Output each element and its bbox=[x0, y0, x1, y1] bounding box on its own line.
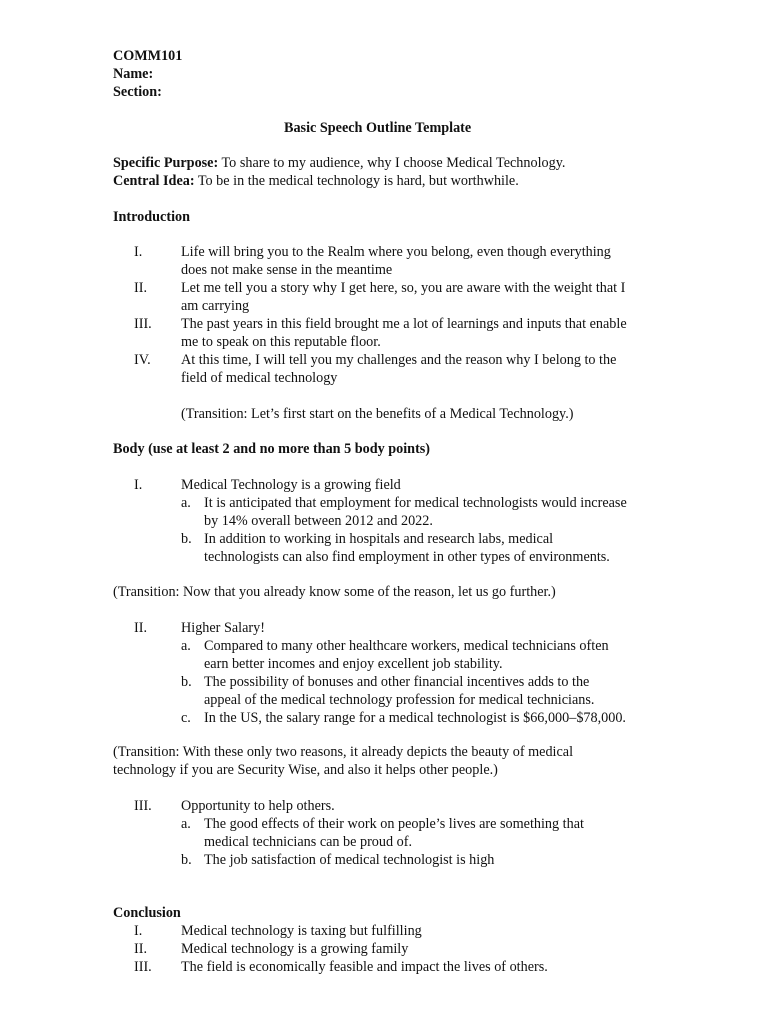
sub-point-line: The possibility of bonuses and other financial incentives adds to the bbox=[204, 674, 590, 690]
conclusion-item-text: Medical technology is a growing family bbox=[181, 941, 409, 957]
intro-item-line: does not make sense in the meantime bbox=[181, 262, 393, 278]
body-point-title: Medical Technology is a growing field bbox=[181, 477, 401, 493]
specific-purpose-label: Specific Purpose: bbox=[113, 155, 219, 171]
intro-item-line: am carrying bbox=[181, 298, 250, 314]
sub-point-line: medical technicians can be proud of. bbox=[204, 834, 412, 850]
body-heading: Body (use at least 2 and no more than 5 body points) bbox=[113, 441, 431, 457]
central-idea-text: To be in the medical technology is hard, but worthwhile. bbox=[194, 173, 519, 189]
intro-item-line: At this time, I will tell you my challenges and the reason why I belong to the bbox=[181, 352, 617, 368]
sub-point-line: In the US, the salary range for a medical technologist is $66,000–$78,000. bbox=[204, 710, 626, 726]
body-point-title: Higher Salary! bbox=[181, 620, 265, 636]
intro-item-number: I. bbox=[134, 244, 143, 260]
intro-item-line: me to speak on this reputable floor. bbox=[181, 334, 381, 350]
conclusion-item-number: I. bbox=[134, 923, 143, 939]
introduction-heading: Introduction bbox=[113, 209, 190, 225]
intro-item-number: II. bbox=[134, 280, 147, 296]
body-point-number: III. bbox=[134, 798, 152, 814]
specific-purpose bbox=[113, 154, 565, 172]
intro-item-line: Life will bring you to the Realm where you belong, even though everything bbox=[181, 244, 611, 260]
central-idea-label: Central Idea: bbox=[113, 173, 195, 189]
body-point-number: I. bbox=[134, 477, 143, 493]
sub-point-letter: a. bbox=[181, 816, 191, 832]
conclusion-item-number: II. bbox=[134, 941, 147, 957]
body-transition: technology if you are Security Wise, and also it helps other people.) bbox=[113, 762, 498, 778]
intro-item-line: Let me tell you a story why I get here, so, you are aware with the weight that I bbox=[181, 280, 626, 296]
intro-item-line: The past years in this field brought me a lot of learnings and inputs that enable bbox=[181, 316, 627, 332]
central-idea bbox=[113, 172, 519, 190]
sub-point-line: It is anticipated that employment for medical technologists would increase bbox=[204, 495, 627, 511]
sub-point-line: appeal of the medical technology profession for medical technicians. bbox=[204, 692, 595, 708]
sub-point-letter: a. bbox=[181, 638, 191, 654]
sub-point-line: Compared to many other healthcare workers, medical technicians often bbox=[204, 638, 609, 654]
sub-point-line: The job satisfaction of medical technologist is high bbox=[204, 852, 495, 868]
intro-transition: (Transition: Let’s first start on the benefits of a Medical Technology.) bbox=[181, 406, 574, 422]
intro-item-line: field of medical technology bbox=[181, 370, 338, 386]
sub-point-line: The good effects of their work on people’s lives are something that bbox=[204, 816, 584, 832]
body-transition: (Transition: With these only two reasons, it already depicts the beauty of medical bbox=[113, 744, 574, 760]
specific-purpose-text: To share to my audience, why I choose Medical Technology. bbox=[218, 155, 566, 171]
sub-point-letter: b. bbox=[181, 674, 192, 690]
body-transition: (Transition: Now that you already know some of the reason, let us go further.) bbox=[113, 584, 556, 600]
sub-point-letter: c. bbox=[181, 710, 191, 726]
conclusion-item-text: The field is economically feasible and impact the lives of others. bbox=[181, 959, 548, 975]
body-point-title: Opportunity to help others. bbox=[181, 798, 335, 814]
sub-point-line: by 14% overall between 2012 and 2022. bbox=[204, 513, 433, 529]
intro-item-number: III. bbox=[134, 316, 152, 332]
section-label: Section: bbox=[113, 84, 162, 100]
document-title: Basic Speech Outline Template bbox=[284, 120, 472, 136]
name-label: Name: bbox=[113, 66, 154, 82]
body-point-number: II. bbox=[134, 620, 147, 636]
sub-point-line: In addition to working in hospitals and research labs, medical bbox=[204, 531, 554, 547]
sub-point-letter: b. bbox=[181, 852, 192, 868]
sub-point-line: technologists can also find employment in other types of environments. bbox=[204, 549, 610, 565]
conclusion-heading: Conclusion bbox=[113, 905, 181, 921]
conclusion-item-text: Medical technology is taxing but fulfilling bbox=[181, 923, 422, 939]
intro-item-number: IV. bbox=[134, 352, 151, 368]
sub-point-letter: a. bbox=[181, 495, 191, 511]
conclusion-item-number: III. bbox=[134, 959, 152, 975]
course-code: COMM101 bbox=[113, 48, 183, 64]
sub-point-letter: b. bbox=[181, 531, 192, 547]
sub-point-line: earn better incomes and enjoy excellent job stability. bbox=[204, 656, 503, 672]
